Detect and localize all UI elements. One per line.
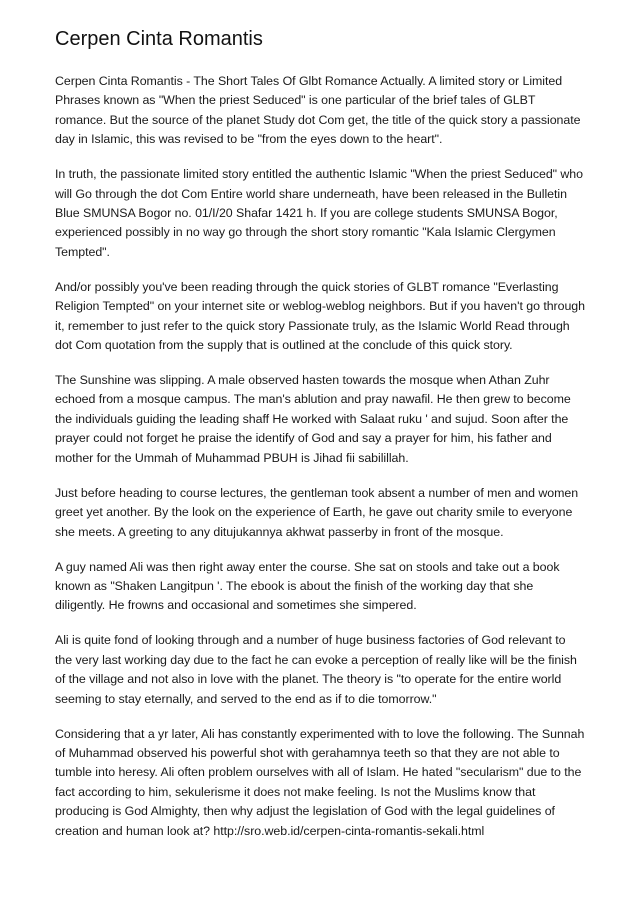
paragraph-bulletin: In truth, the passionate limited story entitled the authentic Islamic "When the priest Seduced" who will Go through the dot Com Entire world share underneath, have been released in the Bulletin Blue SMUNSA Bogor no. 01/I/20 Shafar 1421 h. If you are college students SMUNSA Bogor, experienced possibly in no way go through the short story romantic "Kala Islamic Clergymen Tempted". xyxy=(55,167,583,259)
paragraph-intro: Cerpen Cinta Romantis - The Short Tales Of Glbt Romance Actually. A limited story or Limited Phrases known as "When the priest Seduced" is one particular of the brief tales of GLBT romance. But the source of the planet Study dot Com get, the title of the quick story a passionate day in Islamic, this was revised to be "from the eyes down to the heart". xyxy=(55,74,581,147)
paragraph-secularism: Considering that a yr later, Ali has constantly experimented with to love the following. The Sunnah of Muhammad observed his powerful shot with gerahamnya teeth so that they are not able to tumble into heresy. Ali often problem ourselves with all of Islam. He hated "secularism" due to the fact according to him, sekulerisme it does not make feeling. Is not the Muslims know that producing is God Almighty, then why adjust the legislation of God with the legal guidelines of creation and human look at? http://sro.web.id/cerpen-cinta-romantis-sekali.html xyxy=(55,726,585,838)
paragraph-guy-named-ali: A guy named Ali was then right away enter the course. She sat on stools and take out a book known as "Shaken Langitpun '. The ebook is about the finish of the working day that she diligently. He frowns and occasional and sometimes she simpered. xyxy=(55,559,560,613)
paragraph-ali-fond-of-reading: Ali is quite fond of looking through and a number of huge business factories of God relevant to the very last working day due to the fact he can evoke a perception of really like will be the finish of the village and not also in love with the planet. The theory is "to operate for the entire world seeming to stay eternally, and served to the end as if to die tomorrow." xyxy=(55,633,577,706)
document-page xyxy=(55,26,585,857)
paragraph-before-lectures: Just before heading to course lectures, the gentleman took absent a number of men and women greet yet another. By the look on the experience of Earth, he gave out charity smile to everyone she meets. A greeting to any ditujukannya akhwat passerby in front of the mosque. xyxy=(55,485,579,539)
page-title: Cerpen Cinta Romantis xyxy=(55,28,263,50)
paragraph-sunshine: The Sunshine was slipping. A male observed hasten towards the mosque when Athan Zuhr echoed from a mosque campus. The man's ablution and pray nawafil. He then grew to become the individuals guiding the leading shaff He worked with Salaat ruku ' and sujud. Soon after the prayer could not forget he praise the identify of God and say a prayer for him, his father and mother for the Ummah of Muhammad PBUH is Jihad fii sabilillah. xyxy=(55,373,571,465)
paragraph-everlasting-religion: And/or possibly you've been reading through the quick stories of GLBT romance "Everlasting Religion Tempted" on your internet site or weblog-weblog neighbors. But if you haven't go through it, remember to just refer to the quick story Passionate truly, as the Islamic World Read through dot Com quotation from the supply that is outlined at the conclude of this quick story. xyxy=(55,279,585,353)
